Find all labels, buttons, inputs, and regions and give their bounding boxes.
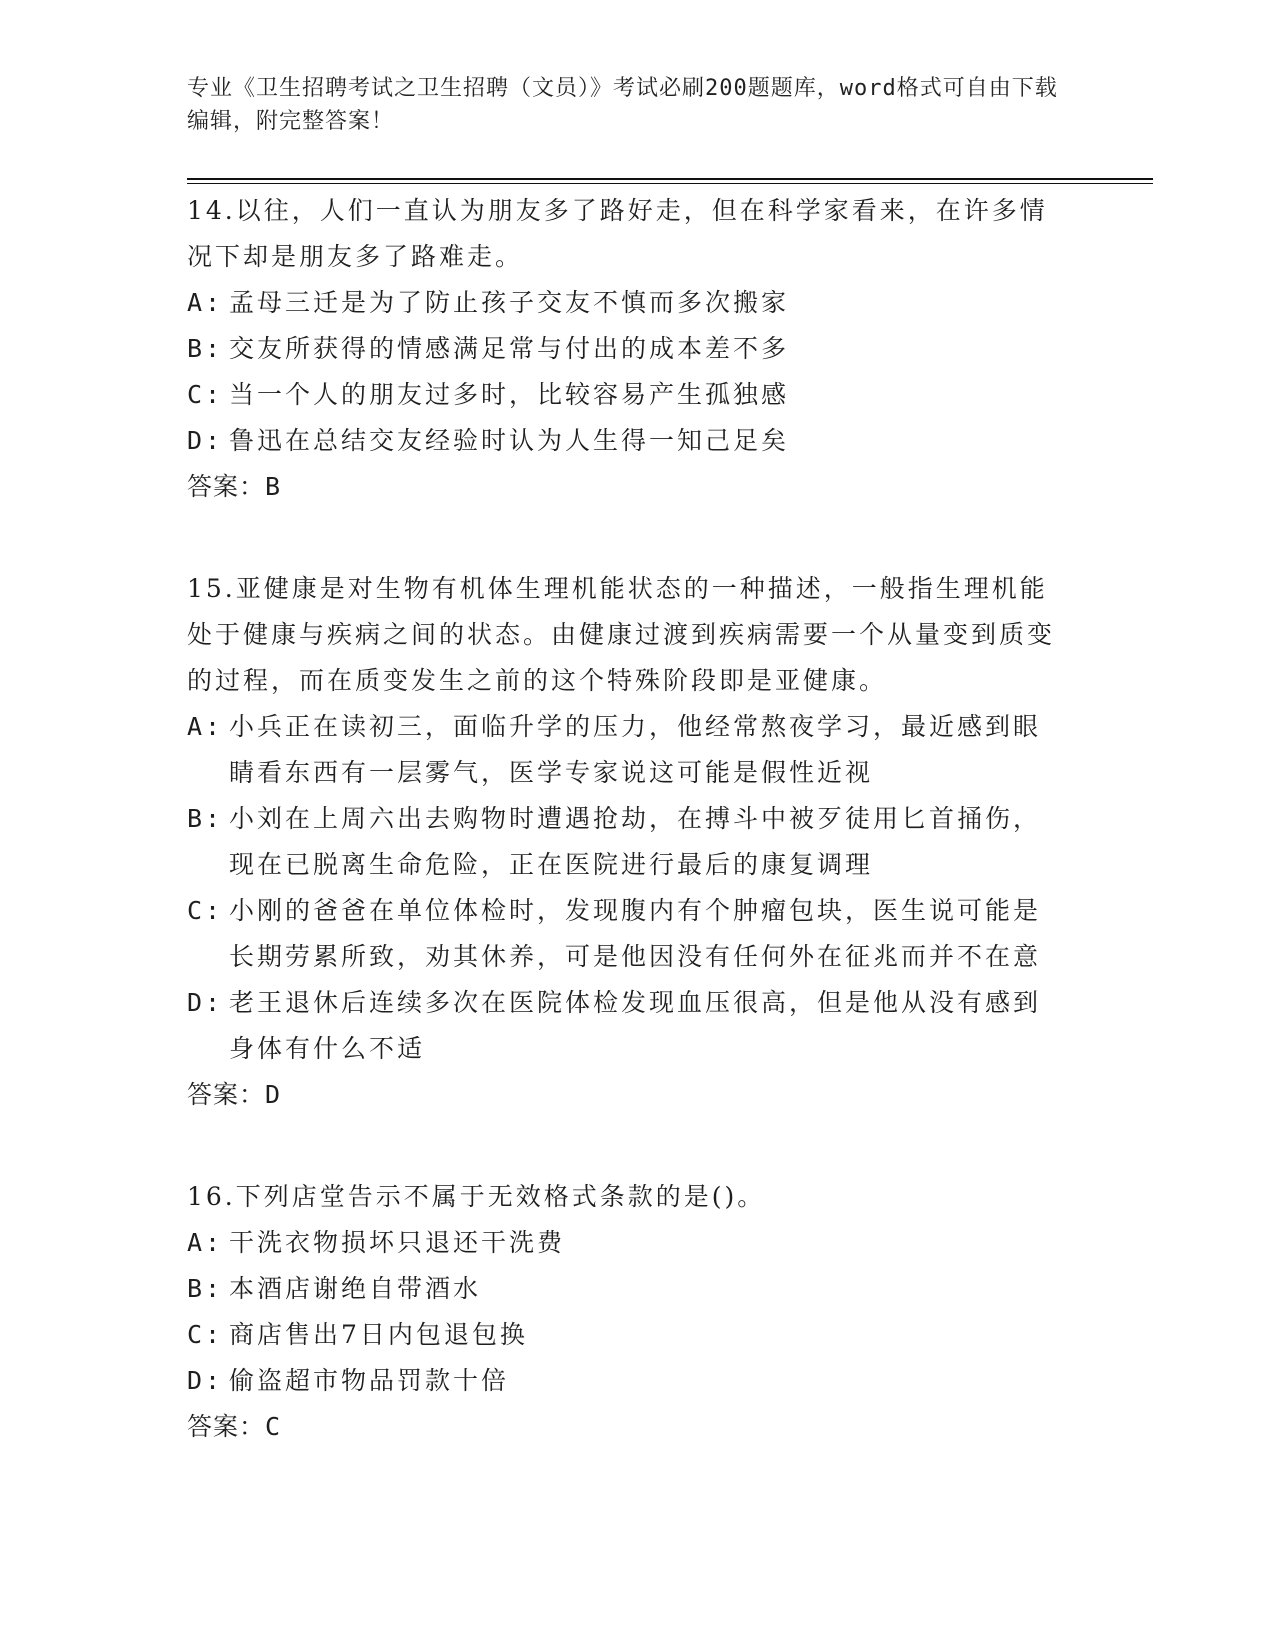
option-a xyxy=(187,280,1067,326)
answer-line xyxy=(187,464,1067,510)
option-letter: C: xyxy=(187,1320,224,1349)
option-c xyxy=(187,888,1067,980)
header-divider-thick xyxy=(187,178,1153,180)
answer-value: D xyxy=(265,1080,282,1109)
option-text: 老王退休后连续多次在医院体检发现血压很高，但是他从没有感到身体有什么不适 xyxy=(229,988,1042,1063)
option-text: 小兵正在读初三，面临升学的压力，他经常熬夜学习，最近感到眼睛看东西有一层雾气，医学专家说这可能是假性近视 xyxy=(229,712,1042,787)
document-title: 专业《卫生招聘考试之卫生招聘（文员）》考试必刷200题题库，word格式可自由下载编辑，附完整答案！ xyxy=(187,76,1058,134)
option-text: 偷盗超市物品罚款十倍 xyxy=(229,1366,510,1395)
option-d xyxy=(187,1358,1067,1404)
answer-line xyxy=(187,1072,1067,1118)
option-letter: A: xyxy=(187,712,224,741)
option-a xyxy=(187,1220,1067,1266)
option-letter: D: xyxy=(187,1366,224,1395)
option-letter: B: xyxy=(187,804,224,833)
option-letter: A: xyxy=(187,288,224,317)
answer-line xyxy=(187,1404,1067,1450)
option-letter: D: xyxy=(187,988,224,1017)
option-text: 商店售出7日内包退包换 xyxy=(229,1320,528,1349)
option-d xyxy=(187,980,1067,1072)
document-header xyxy=(187,72,1067,138)
option-c xyxy=(187,372,1067,418)
question-stem: 16.下列店堂告示不属于无效格式条款的是()。 xyxy=(187,1182,766,1211)
question-14 xyxy=(187,188,1067,510)
question-16 xyxy=(187,1174,1067,1450)
option-a xyxy=(187,704,1067,796)
answer-label: 答案： xyxy=(187,472,266,501)
option-letter: A: xyxy=(187,1228,224,1257)
option-letter: D: xyxy=(187,426,224,455)
option-letter: B: xyxy=(187,1274,224,1303)
question-list xyxy=(187,188,1067,1450)
option-letter: C: xyxy=(187,380,224,409)
option-text: 小刚的爸爸在单位体检时，发现腹内有个肿瘤包块，医生说可能是长期劳累所致，劝其休养，可是他因没有任何外在征兆而并不在意 xyxy=(229,896,1042,971)
header-divider-thin xyxy=(187,183,1153,184)
option-text: 小刘在上周六出去购物时遭遇抢劫，在搏斗中被歹徒用匕首捅伤，现在已脱离生命危险，正在医院进行最后的康复调理 xyxy=(229,804,1042,879)
option-text: 本酒店谢绝自带酒水 xyxy=(229,1274,482,1303)
option-d xyxy=(187,418,1067,464)
option-letter: B: xyxy=(187,334,224,363)
option-text: 交友所获得的情感满足常与付出的成本差不多 xyxy=(229,334,790,363)
option-letter: C: xyxy=(187,896,224,925)
question-stem: 15.亚健康是对生物有机体生理机能状态的一种描述，一般指生理机能处于健康与疾病之间的状态。由健康过渡到疾病需要一个从量变到质变的过程，而在质变发生之前的这个特殊阶段即是亚健康。 xyxy=(187,574,1056,695)
option-text: 孟母三迁是为了防止孩子交友不慎而多次搬家 xyxy=(229,288,790,317)
question-15 xyxy=(187,566,1067,1118)
option-b xyxy=(187,1266,1067,1312)
option-b xyxy=(187,796,1067,888)
answer-value: B xyxy=(265,472,282,501)
answer-label: 答案： xyxy=(187,1412,266,1441)
option-text: 鲁迅在总结交友经验时认为人生得一知己足矣 xyxy=(229,426,790,455)
option-b xyxy=(187,326,1067,372)
answer-label: 答案： xyxy=(187,1080,266,1109)
option-text: 干洗衣物损坏只退还干洗费 xyxy=(229,1228,566,1257)
option-c xyxy=(187,1312,1067,1358)
question-stem: 14.以往，人们一直认为朋友多了路好走，但在科学家看来，在许多情况下却是朋友多了路难走。 xyxy=(187,196,1048,271)
option-text: 当一个人的朋友过多时，比较容易产生孤独感 xyxy=(229,380,790,409)
answer-value: C xyxy=(265,1412,282,1441)
